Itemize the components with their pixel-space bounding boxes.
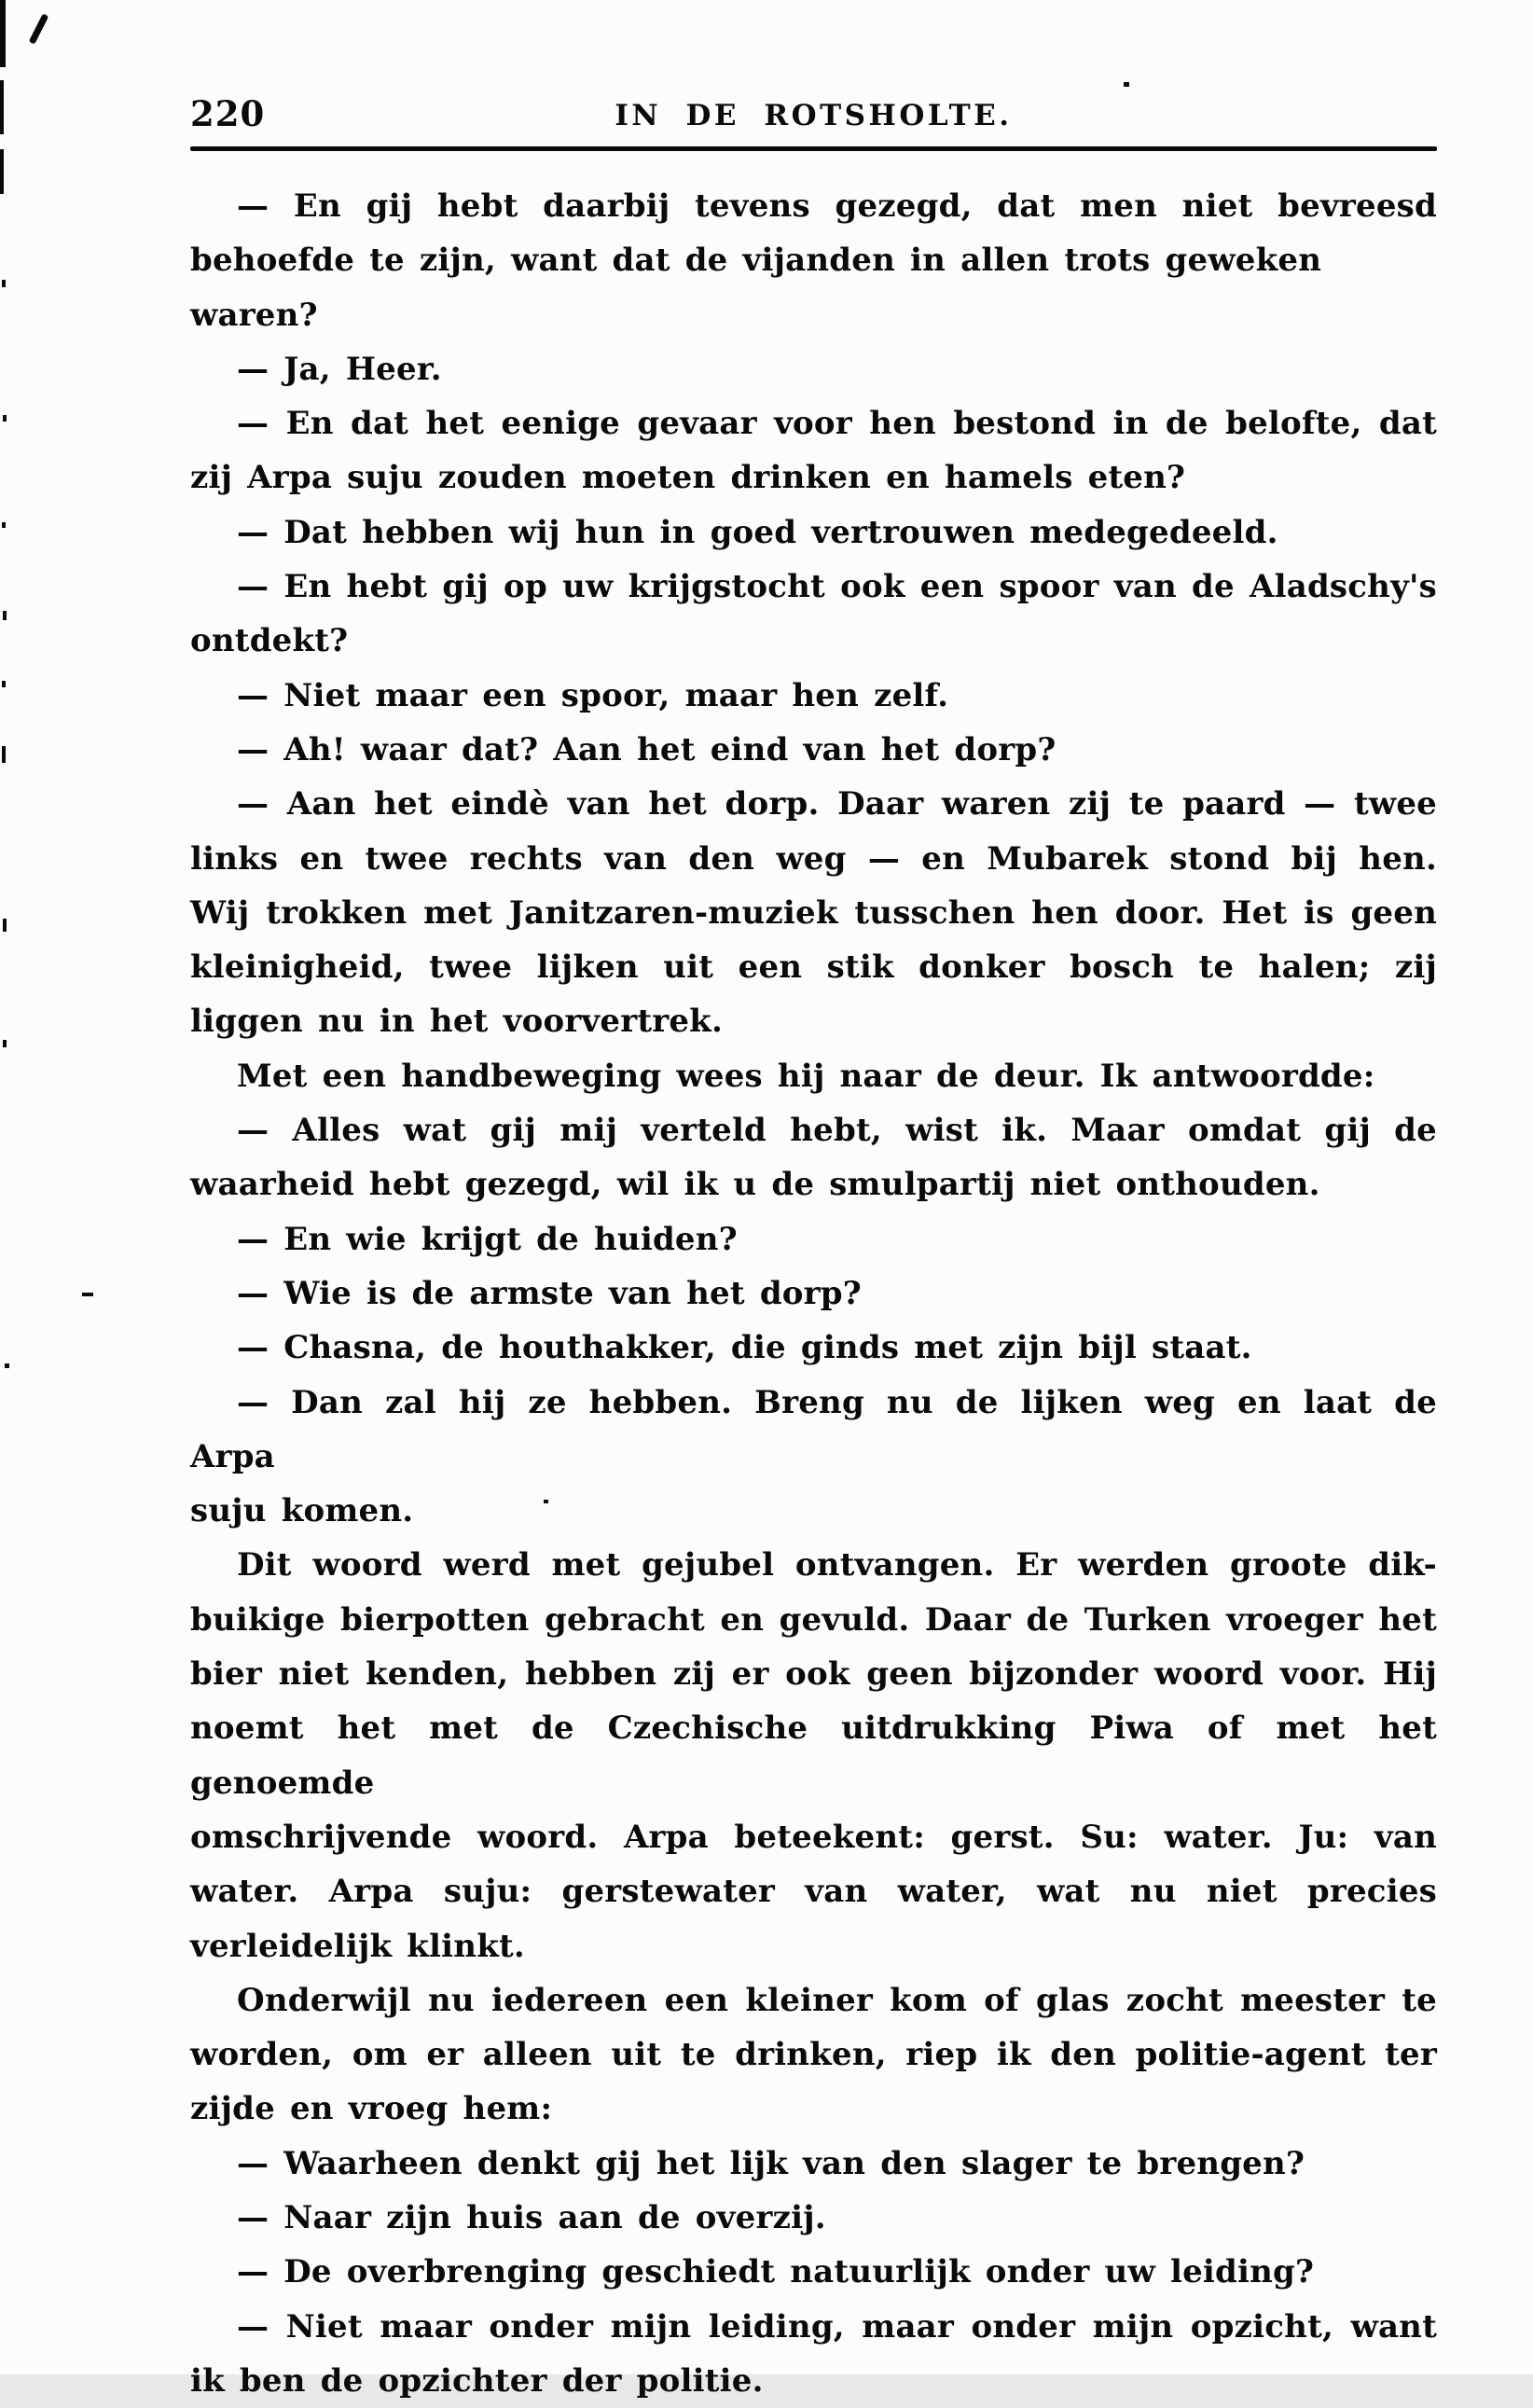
- text-line: — Niet maar een spoor, maar hen zelf.: [237, 676, 949, 714]
- text-line: — Chasna, de houthakker, die ginds met zijn bijl staat.: [237, 1329, 1252, 1367]
- scan-speck: [3, 611, 7, 620]
- page-body: [190, 179, 1437, 2408]
- text-line: — Waarheen denkt gij het lijk van den slager te brengen?: [237, 2144, 1305, 2182]
- text-line: omschrijvende woord. Arpa beteekent: gerst. Su: water. Ju: van: [190, 1818, 1437, 1856]
- text-line: Dit woord werd met gejubel ontvangen. Er werden groote dik-: [237, 1546, 1437, 1585]
- paragraph: [190, 1212, 1437, 1266]
- paragraph: [190, 179, 1437, 342]
- text-line: — Ja, Heer.: [237, 350, 442, 388]
- paragraph: [190, 2300, 1437, 2408]
- page-number: 220: [190, 93, 266, 134]
- text-line: — En dat het eenige gevaar voor hen bestond in de belofte, dat: [237, 405, 1437, 443]
- text-line: — En gij hebt daarbij tevens gezegd, dat men niet bevreesd: [237, 187, 1437, 225]
- paragraph: [190, 1376, 1437, 1539]
- text-line: — Niet maar onder mijn leiding, maar onder mijn opzicht, want: [237, 2307, 1437, 2346]
- text-line: liggen nu in het voorvertrek.: [190, 1003, 723, 1041]
- scan-speck: [1124, 82, 1129, 87]
- text-line: — En hebt gij op uw krijgstocht ook een spoor van de Aladschy's: [237, 568, 1437, 606]
- paragraph: [190, 669, 1437, 723]
- scan-speck: [2, 522, 6, 528]
- paragraph: [190, 723, 1437, 777]
- scan-speck: [82, 1293, 93, 1296]
- scan-speck: [2, 280, 6, 287]
- scan-speck: [2, 746, 6, 763]
- text-line: — En wie krijgt de huiden?: [237, 1220, 738, 1258]
- text-line: — De overbrenging geschiedt natuurlijk onder uw leiding?: [237, 2253, 1315, 2291]
- text-line: noemt het met de Czechische uitdrukking Piwa of met het genoemde: [190, 1709, 1437, 1802]
- paragraph: [190, 1103, 1437, 1212]
- paragraph: [190, 1049, 1437, 1103]
- paragraph: [190, 2245, 1437, 2299]
- text-line: water. Arpa suju: gerstewater van water, wat nu niet precies: [190, 1873, 1437, 1911]
- scan-speck: [0, 80, 4, 134]
- paragraph: [190, 1538, 1437, 1972]
- header-rule: [190, 146, 1437, 151]
- text-line: kleinigheid, twee lijken uit een stik donker bosch te halen; zij: [190, 948, 1437, 987]
- scan-speck: [2, 681, 6, 687]
- text-line: waarheid hebt gezegd, wil ik u de smulpartij niet onthouden.: [190, 1166, 1320, 1204]
- scan-speck: [3, 919, 7, 932]
- text-line: — Naar zijn huis aan de overzij.: [237, 2198, 826, 2236]
- text-line: links en twee rechts van den weg — en Mubarek stond bij hen.: [190, 839, 1437, 878]
- text-line: — Wie is de armste van het dorp?: [237, 1274, 862, 1312]
- scan-speck: [0, 0, 6, 67]
- paragraph: [190, 396, 1437, 505]
- text-line: — Ah! waar dat? Aan het eind van het dorp?: [237, 730, 1057, 768]
- text-line: Wij trokken met Janitzaren-muziek tusschen hen door. Het is geen: [190, 893, 1437, 932]
- text-line: worden, om er alleen uit te drinken, riep ik den politie-agent ter: [190, 2036, 1437, 2074]
- paragraph: [190, 560, 1437, 669]
- text-line: zijde en vroeg hem:: [190, 2090, 553, 2128]
- scan-speck: [3, 1040, 7, 1047]
- text-line: Onderwijl nu iedereen een kleiner kom of glas zocht meester te: [237, 1981, 1437, 2019]
- running-title: IN DE ROTSHOLTE.: [615, 99, 1013, 132]
- scan-speck: [544, 1500, 548, 1503]
- scan-speck: [0, 149, 4, 194]
- paragraph: [190, 505, 1437, 560]
- scan-speck: [5, 1363, 9, 1368]
- text-line: Met een handbeweging wees hij naar de deur. Ik antwoordde:: [237, 1057, 1375, 1095]
- paragraph: [190, 1266, 1437, 1321]
- text-line: bier niet kenden, hebben zij er ook geen bijzonder woord voor. Hij: [190, 1655, 1437, 1694]
- paragraph: [190, 1973, 1437, 2137]
- paragraph: [190, 1321, 1437, 1375]
- scan-slash-mark: [29, 13, 49, 44]
- text-line: suju komen.: [190, 1492, 414, 1530]
- text-line: zij Arpa suju zouden moeten drinken en hamels eten?: [190, 459, 1186, 497]
- text-line: — Alles wat gij mij verteld hebt, wist ik. Maar omdat gij de: [237, 1112, 1437, 1150]
- paragraph: [190, 2137, 1437, 2191]
- paragraph: [190, 2191, 1437, 2245]
- paragraph: [190, 342, 1437, 396]
- text-line: — Dan zal hij ze hebben. Breng nu de lijken weg en laat de Arpa: [190, 1383, 1437, 1475]
- text-line: ik ben de opzichter der politie.: [190, 2361, 764, 2400]
- text-line: — Dat hebben wij hun in goed vertrouwen medegedeeld.: [237, 513, 1278, 551]
- text-line: behoefde te zijn, want dat de vijanden in allen trots geweken waren?: [190, 242, 1322, 334]
- text-line: ontdekt?: [190, 622, 349, 660]
- text-line: verleidelijk klinkt.: [190, 1927, 525, 1965]
- text-line: — Aan het eindè van het dorp. Daar waren zij te paard — twee: [237, 785, 1437, 823]
- scan-speck: [3, 415, 7, 422]
- paragraph: [190, 777, 1437, 1048]
- text-line: buikige bierpotten gebracht en gevuld. Daar de Turken vroeger het: [190, 1600, 1437, 1639]
